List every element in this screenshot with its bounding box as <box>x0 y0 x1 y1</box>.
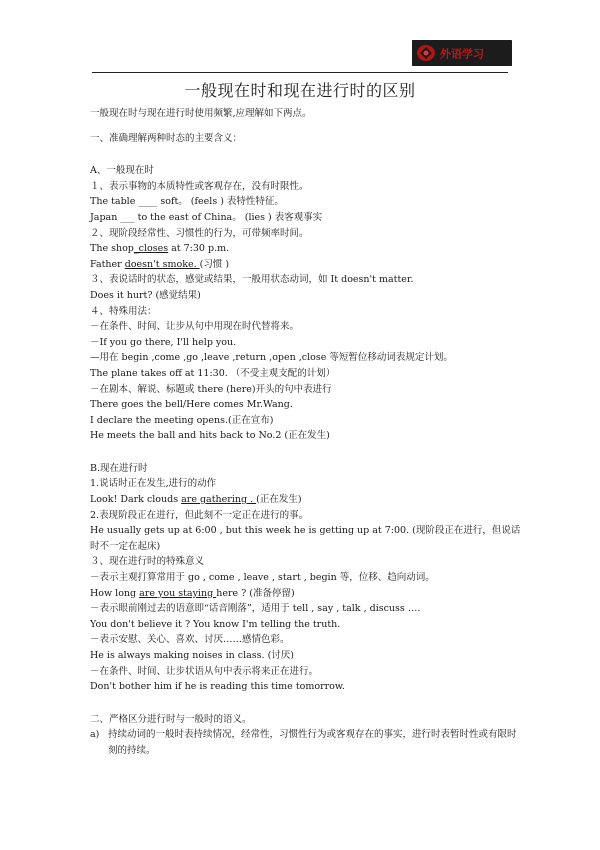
a4-usage-3: －在剧本、解说、标题或 there (here)开头的句中表进行 <box>90 383 332 395</box>
b2-example: He usually gets up at 6:00 , but this week he is getting up at 7:00. (现阶段正在进行，但说话时不一定在起床) <box>90 525 521 552</box>
b3-usage-2: －表示眼前刚过去的语意即“话音刚落”，适用于 tell , say , talk , discuss …. <box>90 603 421 615</box>
b3-usage-4-example: Don't bother him if he is reading this time tomorrow. <box>90 681 345 693</box>
a2-rule: ２、现阶段经常性、习惯性的行为，可带频率时间。 <box>90 227 309 239</box>
b3-usage-4: －在条件、时间、让步状语从句中表示将来正在进行。 <box>90 665 319 677</box>
a2-example-2: Father doesn't smoke. (习惯 ) <box>90 258 230 270</box>
logo-text: 外语学习 <box>440 47 484 61</box>
a1-rule: １、表示事物的本质特性或客观存在，没有时限性。 <box>90 180 309 192</box>
a3-example: Does it hurt? (感觉结果) <box>90 289 201 301</box>
a4-usage-2: —用在 begin ,come ,go ,leave ,return ,open ,close 等短暂位移动词表规定计划。 <box>90 352 453 364</box>
logo-emblem-icon <box>412 40 512 66</box>
a4-usage-3-example-1: There goes the bell/Here comes Mr.Wang. <box>90 399 293 411</box>
a4-rule: ４、特殊用法： <box>90 305 157 317</box>
a4-usage-1-example: －If you go there, I'll help you. <box>90 336 237 348</box>
section-2-item-a <box>90 727 522 758</box>
a4-usage-3-example-3: He meets the ball and hits back to No.2 (正在发生) <box>90 430 330 442</box>
document-body <box>90 106 522 759</box>
b2-rule: 2.表现阶段正在进行，但此刻不一定正在进行的事。 <box>90 509 309 521</box>
a4-usage-1: －在条件、时间、让步从句中用现在时代替将来。 <box>90 321 300 333</box>
b3-usage-2-example: You don't believe it ? You know I'm telling the truth. <box>90 618 341 630</box>
a4-usage-3-example-2: I declare the meeting opens.(正在宣布) <box>90 414 274 426</box>
a1-example-2: Japan ___ to the east of China。 (lies ) 表客观事实 <box>90 211 323 223</box>
b3-rule: ３、现在进行时的特殊意义 <box>90 556 205 568</box>
brand-logo <box>412 40 512 66</box>
section-1-heading: 一、准确理解两种时态的主要含义： <box>90 132 243 144</box>
b3-usage-3: －表示安慰、关心、喜欢、讨厌……感情色彩。 <box>90 634 290 646</box>
section-2-item-a-text: 持续动词的一般时表持续情况，经常性，习惯性行为或客观存在的事实，进行时表暂时性或有限时刻的持续。 <box>108 729 517 756</box>
subsection-b-heading: B.现在进行时 <box>90 462 148 474</box>
intro-text: 一般现在时与现在进行时使用频繁,应理解如下两点。 <box>90 108 312 119</box>
a3-rule: ３、表说话时的状态，感觉或结果，一般用状态动词，如 It doesn't matter. <box>90 274 414 286</box>
page-title: 一般现在时和现在进行时的区别 <box>184 81 416 100</box>
b3-usage-1-example: How long are you staying here ? (准备停留) <box>90 587 295 599</box>
header-rule <box>92 72 508 73</box>
b3-usage-1: －表示主观打算常用于 go , come , leave , start , begin 等，位移、趋向动词。 <box>90 572 435 584</box>
list-marker: a) <box>90 729 100 741</box>
section-2-heading: 二、严格区分进行时与一般时的语义。 <box>90 713 252 725</box>
subsection-a-heading: A、一般现在时 <box>90 165 154 177</box>
b3-usage-3-example: He is always making noises in class. (讨厌) <box>90 650 294 661</box>
b1-example: Look! Dark clouds are gathering . (正在发生) <box>90 494 302 506</box>
b1-rule: 1.说话时正在发生,进行的动作 <box>90 478 217 490</box>
a2-example-1: The shop_closes at 7:30 p.m. <box>90 243 230 255</box>
a1-example-1: The table ____ soft。 (feels ) 表特性特征。 <box>90 196 284 208</box>
a4-usage-2-example: The plane takes off at 11:30. （不受主观支配的计划） <box>90 367 336 379</box>
